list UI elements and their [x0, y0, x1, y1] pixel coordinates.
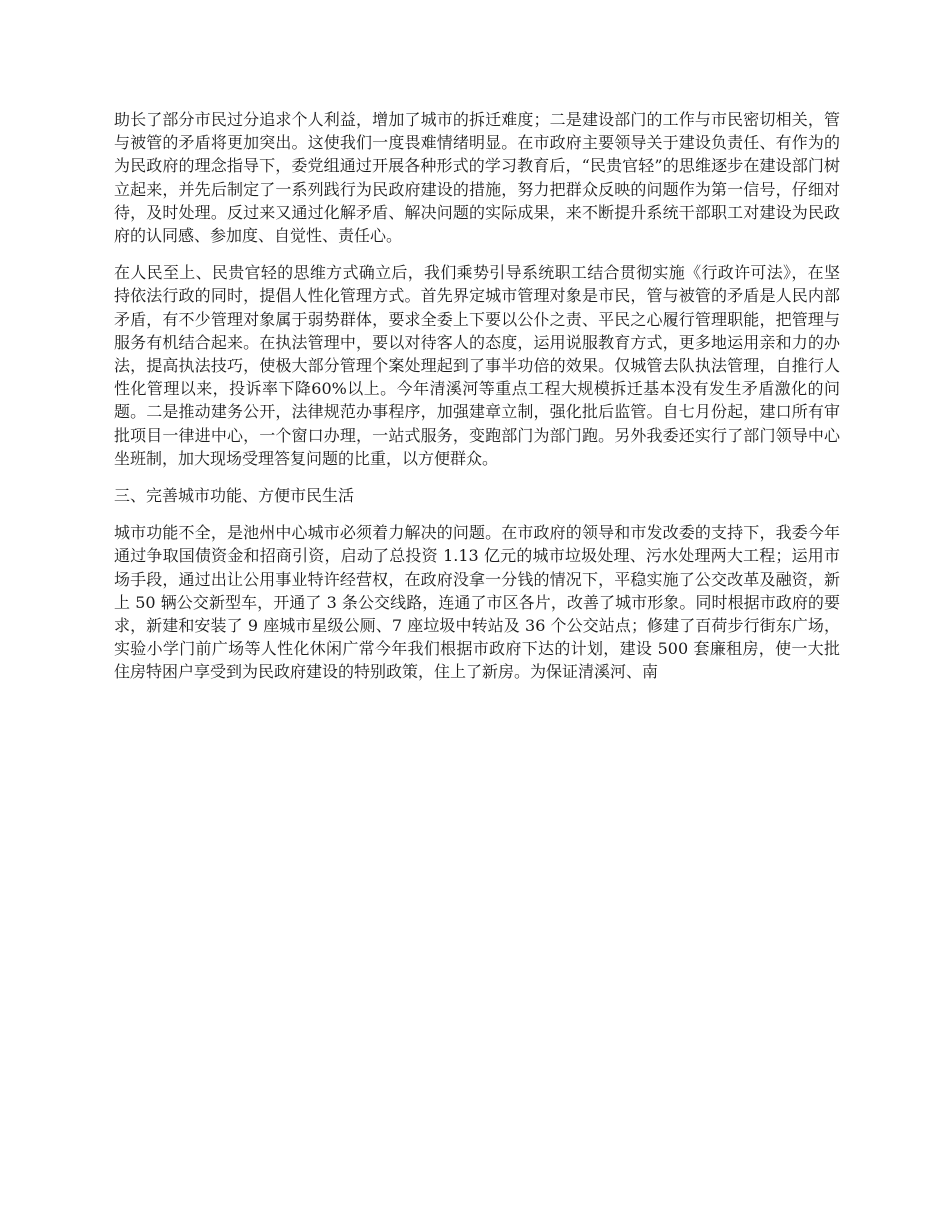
- document-body: [114, 108, 840, 698]
- section-heading: 三、完善城市功能、方便市民生活: [114, 486, 355, 506]
- paragraph-3: 城市功能不全，是池州中心城市必须着力解决的问题。在市政府的领导和市发改委的支持下，我委今年通过争取国债资金和招商引资，启动了总投资 1.13 亿元的城市垃圾处理、污水处理两大工程；运用市场手段，通过出让公用事业特许经营权，在政府没拿一分钱的情况下，平稳实施了公交改革及融资，新上 50 辆公交新型车，开通了 3 条公交线路，连通了市区各片，改善了城市形象。同时根据市政府的要求，新建和安装了 9 座城市星级公厕、7 座垃圾中转站及 36 个公交站点；修建了百荷步行街东广场，实验小学门前广场等人性化休闲广常今年我们根据市政府下达的计划，建设 500 套廉租房，使一大批住房特困户享受到为民政府建设的特别政策，住上了新房。为保证清溪河、南: [114, 523, 840, 682]
- paragraph-2: 在人民至上、民贵官轻的思维方式确立后，我们乘势引导系统职工结合贯彻实施《行政许可法》，在坚持依法行政的同时，提倡人性化管理方式。首先界定城市管理对象是市民，管与被管的矛盾是人民内部矛盾，有不少管理对象属于弱势群体，要求全委上下要以公仆之责、平民之心履行管理职能，把管理与服务有机结合起来。在执法管理中，要以对待客人的态度，运用说服教育方式，更多地运用亲和力的办法，提高执法技巧，使极大部分管理个案处理起到了事半功倍的效果。仅城管去队执法管理，自推行人性化管理以来，投诉率下降60%以上。今年清溪河等重点工程大规模拆迁基本没有发生矛盾激化的问题。二是推动建务公开，法律规范办事程序，加强建章立制，强化批后监管。自七月份起，建口所有审批项目一律进中心，一个窗口办理，一站式服务，变跑部门为部门跑。另外我委还实行了部门领导中心坐班制，加大现场受理答复问题的比重，以方便群众。: [114, 263, 840, 468]
- paragraph-1: 助长了部分市民过分追求个人利益，增加了城市的拆迁难度；二是建设部门的工作与市民密切相关，管与被管的矛盾将更加突出。这使我们一度畏难情绪明显。在市政府主要领导关于建设负责任、有作为的为民政府的理念指导下，委党组通过开展各种形式的学习教育后，“民贵官轻”的思维逐步在建设部门树立起来，并先后制定了一系列践行为民政府建设的措施，努力把群众反映的问题作为第一信号，仔细对待，及时处理。反过来又通过化解矛盾、解决问题的实际成果，来不断提升系统干部职工对建设为民政府的认同感、参加度、自觉性、责任心。: [114, 110, 840, 246]
